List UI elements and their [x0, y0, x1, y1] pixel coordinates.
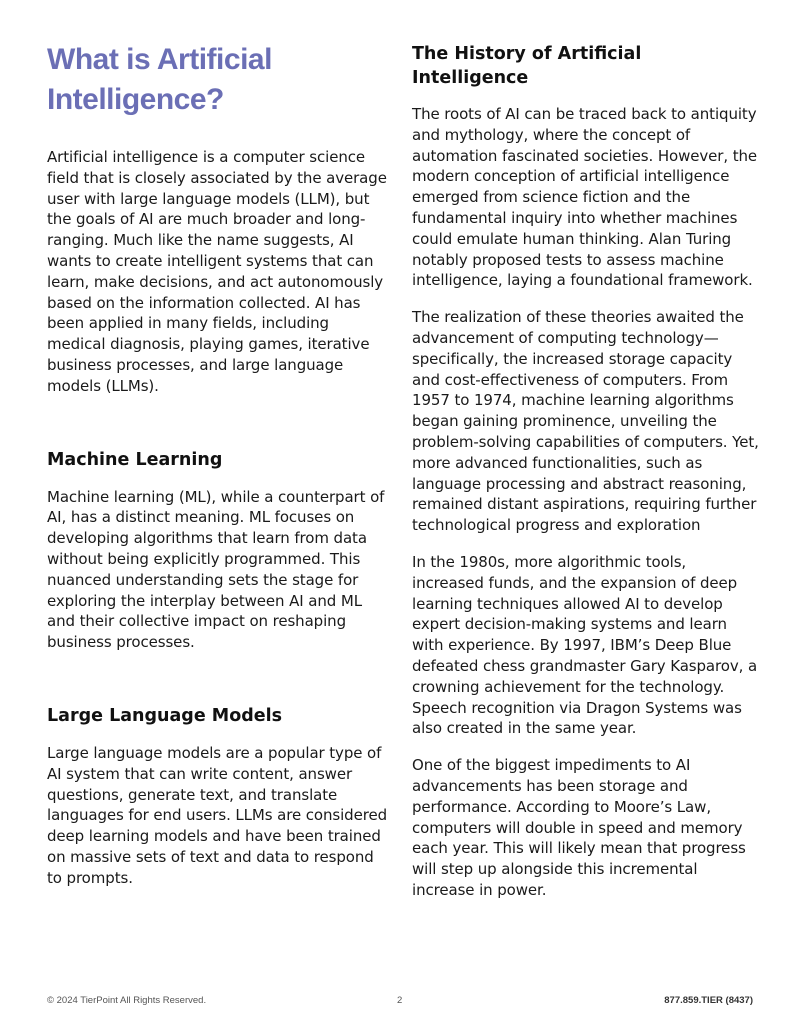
footer-copyright: © 2024 TierPoint All Rights Reserved. [47, 995, 207, 1006]
history-paragraph-1: The roots of AI can be traced back to antiquity and mythology, where the concept of automation fascinated societies. However, the modern conception of artificial intelligence emerged from science fiction and the fundamental inquiry into whether machines could emulate human thinking. Alan Turing notably proposed tests to assess machine intelligence, laying a foundational framework. [412, 105, 758, 290]
footer-page-number: 2 [397, 995, 403, 1006]
history-paragraph-4: One of the biggest impediments to AI advancements has been storage and performance. According to Moore’s Law, computers will double in speed and memory each year. This will likely mean that progress will step up alongside this incremental increase in power. [412, 756, 746, 899]
machine-learning-paragraph: Machine learning (ML), while a counterpart of AI, has a distinct meaning. ML focuses on developing algorithms that learn from data without being explicitly programmed. This nuanced understanding sets the stage for exploring the interplay between AI and ML and their collective impact on reshaping business processes. [47, 487, 385, 652]
page-title-line-1: What is Artificial [47, 43, 272, 76]
history-paragraph-3: In the 1980s, more algorithmic tools, increased funds, and the expansion of deep learning techniques allowed AI to develop expert decision-making systems and learn with experience. By 1997, IBM’s Deep Blue defeated chess grandmaster Gary Kasparov, a crowning achievement for the technology. Speech recognition via Dragon Systems was also created in the same year. [412, 552, 758, 738]
history-paragraph-2: The realization of these theories awaited the advancement of computing technology—specifically, the increased storage capacity and cost-effectiveness of computers. From 1957 to 1974, machine learning algorithms began gaining prominence, unveiling the problem-solving capabilities of computers. Yet, more advanced functionalities, such as language processing and abstract reasoning, remained distant aspirations, requiring further technological progress and exploration [412, 308, 759, 535]
history-heading: The History of Artificial Intelligence [412, 44, 642, 88]
machine-learning-heading: Machine Learning [47, 449, 223, 470]
large-language-models-heading: Large Language Models [47, 705, 283, 726]
right-column [412, 40, 762, 901]
page-title-line-2: Intelligence? [47, 83, 224, 116]
left-column [47, 40, 392, 889]
page-title [47, 40, 392, 120]
intro-paragraph: Artificial intelligence is a computer science field that is closely associated by the average user with large language models (LLM), but the goals of AI are much broader and long-ranging. Much like the name suggests, AI wants to create intelligent systems that can learn, make decisions, and act autonomously based on the information collected. AI has been applied in many fields, including medical diagnosis, playing games, iterative business processes, and large language models (LLMs). [47, 148, 387, 395]
large-language-models-paragraph: Large language models are a popular type of AI system that can write content, answer questions, generate text, and translate languages for end users. LLMs are considered deep learning models and have been trained on massive sets of text and data to respond to prompts. [47, 743, 388, 887]
footer-phone: 877.859.TIER (8437) [664, 995, 753, 1006]
